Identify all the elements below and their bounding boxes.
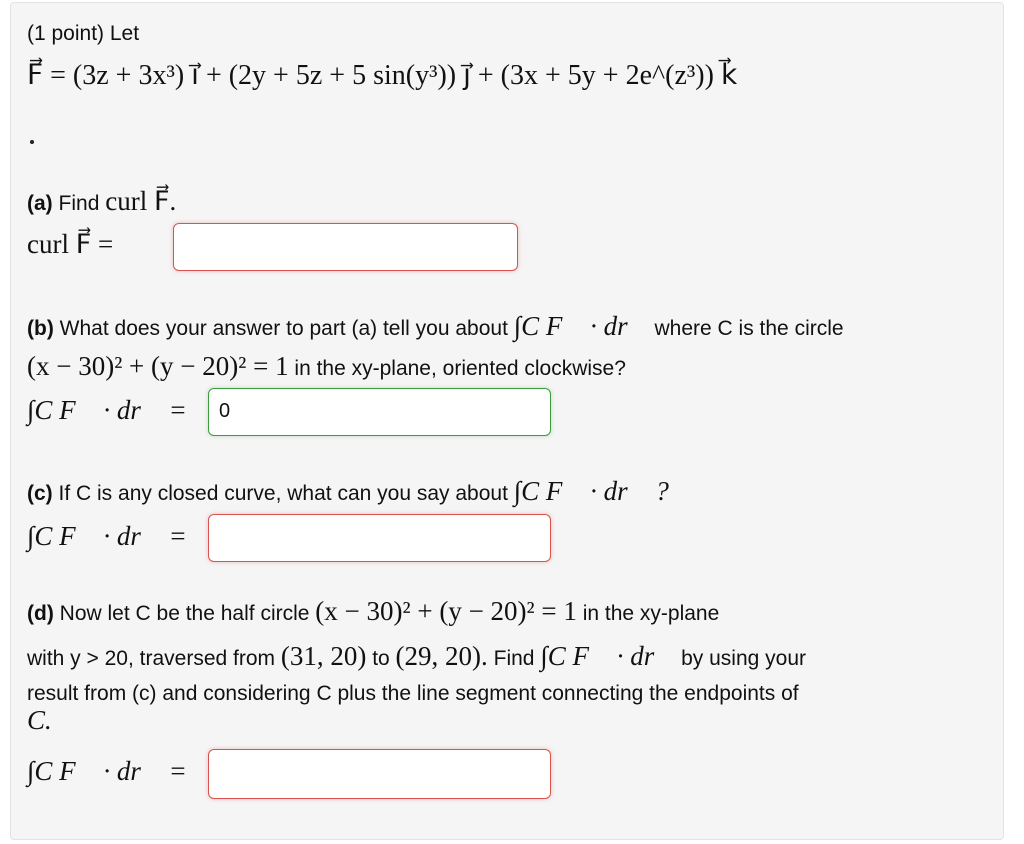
vector-field-expression: F⃗ = (3z + 3x³) ı⃗ + (2y + 5z + 5 sin(y³)) ȷ⃗ + (3x + 5y + 2e^(z³)) k⃗ bbox=[27, 60, 738, 91]
period-dot bbox=[30, 140, 34, 144]
part-c-question bbox=[27, 477, 669, 508]
part-c-answer-label: ∫C F⃗ · dr⃗ = bbox=[27, 521, 187, 551]
part-c-label: (c) bbox=[27, 482, 53, 505]
part-d-tail1: in the xy-plane bbox=[582, 602, 720, 625]
part-d-text2a: with y > 20, traversed from bbox=[27, 647, 276, 670]
curl-answer-input[interactable] bbox=[173, 223, 518, 271]
part-d-text1: Now let C be the half circle bbox=[59, 602, 310, 625]
part-b-answer-label: ∫C F⃗ · dr⃗ = bbox=[27, 395, 187, 425]
part-b-circle-equation: (x − 30)² + (y − 20)² = 1 bbox=[27, 351, 289, 381]
part-d-answer-label: ∫C F⃗ · dr⃗ = bbox=[27, 756, 187, 786]
part-b-orientation-text: in the xy-plane, oriented clockwise? bbox=[294, 357, 626, 380]
part-a-label: (a) bbox=[27, 192, 53, 215]
part-d-integral: ∫C F⃗ · dr⃗ bbox=[540, 641, 676, 671]
part-d-line4: C. bbox=[27, 705, 52, 735]
part-d-text2g: by using your bbox=[681, 647, 806, 670]
part-d-end-point: (29, 20). bbox=[395, 641, 488, 671]
part-b-question-line1 bbox=[27, 312, 844, 343]
part-d-circle-equation: (x − 30)² + (y − 20)² = 1 bbox=[315, 596, 577, 626]
part-b-text: What does your answer to part (a) tell you about bbox=[59, 317, 508, 340]
part-c-answer-input[interactable] bbox=[208, 514, 551, 562]
part-b-label: (b) bbox=[27, 317, 54, 340]
part-a-text: Find bbox=[58, 192, 100, 215]
part-b-answer-input[interactable]: 0 bbox=[208, 388, 551, 436]
part-a-prompt bbox=[27, 187, 176, 218]
part-a-answer-label: curl F⃗ = bbox=[27, 229, 114, 259]
part-d-text2c: to bbox=[372, 647, 390, 670]
part-d-line1 bbox=[27, 597, 719, 628]
part-d-label: (d) bbox=[27, 602, 54, 625]
problem-header bbox=[27, 20, 139, 48]
part-a-math: curl F⃗. bbox=[105, 186, 177, 216]
part-b-question-line2 bbox=[27, 352, 626, 383]
part-b-integral: ∫C F⃗ · dr⃗ bbox=[513, 311, 649, 341]
part-d-start-point: (31, 20) bbox=[280, 641, 367, 671]
point-label: (1 point) Let bbox=[27, 22, 140, 45]
part-d-text2e: Find bbox=[493, 647, 535, 670]
part-d-line3: result from (c) and considering C plus the line segment connecting the endpoints of bbox=[27, 682, 799, 705]
part-d-answer-input[interactable] bbox=[208, 749, 551, 799]
part-b-tail: where C is the circle bbox=[654, 317, 844, 340]
part-d-line2 bbox=[27, 642, 806, 673]
part-c-integral: ∫C F⃗ · dr⃗ ? bbox=[513, 476, 669, 506]
part-c-text: If C is any closed curve, what can you say about bbox=[58, 482, 508, 505]
